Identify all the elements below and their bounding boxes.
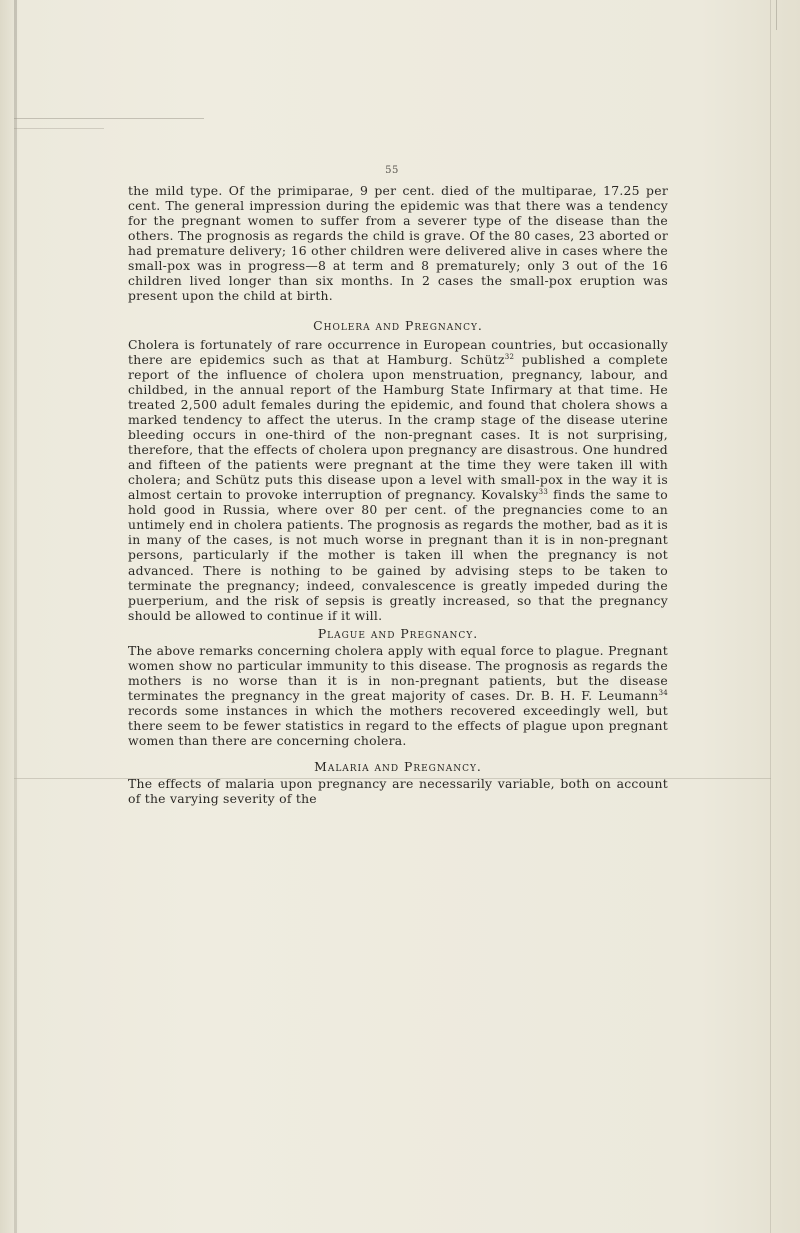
- plague-paragraph: [128, 643, 668, 748]
- page-edge-top-line-secondary: [14, 128, 104, 129]
- cholera-paragraph: [128, 337, 668, 623]
- page-edge-right: [770, 0, 771, 1233]
- intro-paragraph: the mild type. Of the primiparae, 9 per cent. died of the multiparae, 17.25 per cent. The general impression during the epidemic was that there was a tendency for the pregnant women to suffer from a severer type of the disease than the others. The prognosis as regards the child is grave. Of the 80 cases, 23 aborted or had premature delivery; 16 other children were delivered alive in cases where the small-pox was in progress—8 at term and 8 prematurely; only 3 out of the 16 children lived longer than six months. In 2 cases the small-pox eruption was present upon the child at birth.: [128, 183, 668, 304]
- cholera-reference-1: 32: [504, 352, 515, 361]
- cholera-reference-2: 33: [538, 488, 549, 497]
- page-number: 55: [385, 165, 399, 176]
- cholera-text-part1: Cholera is fortunately of rare occurrence in European countries, but occasionally there are epidemics such as that at Hamburg. Schütz: [128, 336, 668, 367]
- page-edge-top-line: [14, 118, 204, 119]
- cholera-heading: Cholera and Pregnancy.: [313, 317, 483, 333]
- cholera-text-part2: published a complete report of the influence of cholera upon menstruation, pregnancy, labour, and childbed, in the annual report of the Hamburg State Infirmary at that time. He treated 2,500 adult females during the epidemic, and found that cholera shows a marked tendency to affect the uterus. In the cramp stage of the disease uterine bleeding occurs in one-third of the non-pregnant cases. It is not surprising, therefore, that the effects of cholera upon pregnancy are disastrous. One hundred and fifteen of the patients were pregnant at the time they were taken ill with cholera; and Schütz puts this disease upon a level with small-pox in the way it is almost certain to provoke interruption of pregnancy. Kovalsky: [128, 351, 668, 503]
- plague-heading: Plague and Pregnancy.: [317, 625, 479, 641]
- page-corner-mark: [776, 0, 791, 30]
- page-body: [128, 183, 668, 806]
- malaria-heading: Malaria and Pregnancy.: [314, 759, 482, 775]
- plague-text-part2: records some instances in which the mothers recovered exceedingly well, but there seem to be fewer statistics in regard to the effects of plague upon pregnant women than there are concerning cholera.: [128, 703, 668, 749]
- plague-text-part1: The above remarks concerning cholera apply with equal force to plague. Pregnant women show no particular immunity to this disease. The prognosis as regards the mothers is no worse than it is in non-pregnant patients, but the disease terminates the pregnancy in the great majority of cases. Dr. B. H. F. Leumann: [128, 642, 668, 703]
- page-edge-left: [14, 0, 17, 1233]
- plague-reference-1: 34: [658, 688, 668, 697]
- cholera-text-part3: finds the same to hold good in Russia, where over 80 per cent. of the pregnancies come to an untimely end in cholera patients. The prognosis as regards the mother, bad as it is in many of the cases, is not much worse in pregnant than it is in non-pregnant persons, particularly if the mother is taken ill when the pregnancy is not advanced. There is nothing to be gained by advising steps to be taken to terminate the pregnancy; indeed, convalescence is greatly impeded during the puerperium, and the risk of sepsis is greatly increased, so that the pregnancy should be allowed to continue if it will.: [128, 487, 668, 623]
- malaria-paragraph: The effects of malaria upon pregnancy are necessarily variable, both on account of the varying severity of the: [128, 776, 668, 807]
